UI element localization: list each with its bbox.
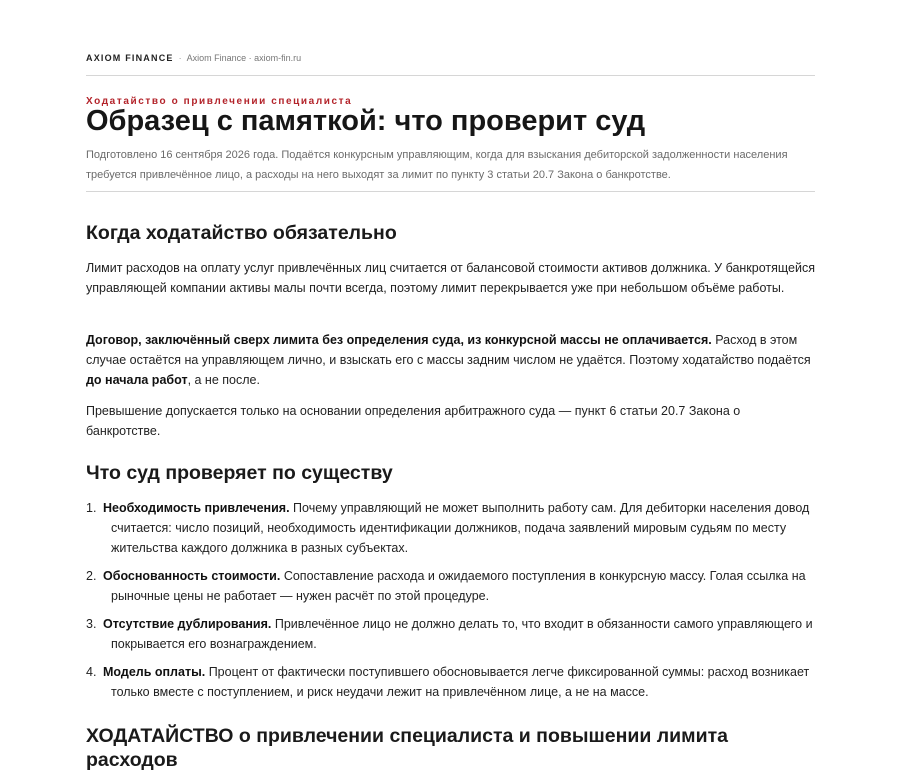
article-eyebrow: Ходатайство о привлечении специалиста bbox=[86, 96, 353, 107]
section-heading-court-checks: Что суд проверяет по существу bbox=[86, 462, 393, 484]
list-item-title: Отсутствие дублирования. bbox=[103, 617, 272, 631]
court-checks-list bbox=[86, 498, 815, 710]
list-item-title: Обоснованность стоимости. bbox=[103, 569, 281, 583]
list-item-text: Процент от фактически поступившего обосновывается легче фиксированной суммы: расход возникает только вместе с поступлением, и риск неудачи лежит на привлечённом лице, а не на массе. bbox=[111, 665, 810, 699]
paragraph-contract-bold: Договор, заключённый сверх лимита без определения суда, из конкурсной массы не оплачивается. bbox=[86, 333, 712, 347]
list-item-number: 3. bbox=[86, 617, 97, 631]
list-item bbox=[86, 614, 815, 654]
site-link[interactable]: Axiom Finance · axiom-fin.ru bbox=[186, 53, 302, 63]
list-item bbox=[86, 498, 815, 558]
paragraph-contract-tail: , а не после. bbox=[187, 373, 260, 387]
list-item-number: 1. bbox=[86, 501, 97, 515]
paragraph-contract bbox=[86, 330, 815, 390]
list-item bbox=[86, 566, 815, 606]
list-item-text: Привлечённое лицо не должно делать то, что входит в обязанности самого управляющего и покрывается его вознаграждением. bbox=[111, 617, 813, 651]
list-item-text: Сопоставление расхода и ожидаемого поступления в конкурсную массу. Голая ссылка на рыночные цены не работает — нужен расчёт по этой процедуре. bbox=[111, 569, 806, 603]
list-item-title: Необходимость привлечения. bbox=[103, 501, 290, 515]
paragraph-limit: Лимит расходов на оплату услуг привлечённых лиц считается от балансовой стоимости активов должника. У банкротящейся управляющей компании активы малы почти всегда, поэтому лимит перекрывается уже при небольшом объёме работы. bbox=[86, 261, 815, 295]
section-heading-petition: ХОДАТАЙСТВО о привлечении специалиста и повышении лимита расходов bbox=[86, 725, 728, 771]
site-header bbox=[86, 53, 815, 76]
page-title: Образец с памяткой: что проверит суд bbox=[86, 105, 646, 137]
list-item-title: Модель оплаты. bbox=[103, 665, 206, 679]
list-item bbox=[86, 662, 815, 702]
paragraph-contract-bold-2: до начала работ bbox=[86, 373, 188, 387]
section-heading-when-required: Когда ходатайство обязательно bbox=[86, 222, 397, 244]
list-item-number: 2. bbox=[86, 569, 97, 583]
list-item-text: Почему управляющий не может выполнить работу сам. Для дебиторки населения довод считается: число позиций, необходимость идентификации должников, подача заявлений мировым судьям по месту жительства каждого должника в разных субъектах. bbox=[111, 501, 810, 555]
paragraph-contract-text: Расход в этом случае остаётся на управляющем лично, и взыскать его с массы задним числом не удаётся. Поэтому ходатайство подаётся bbox=[86, 333, 811, 367]
header-separator: · bbox=[178, 53, 182, 63]
article-lead: Подготовлено 16 сентября 2026 года. Подаётся конкурсным управляющим, когда для взыскания дебиторской задолженности населения требуется привлечённое лицо, а расходы на него выходят за лимит по пункту 3 статьи 20.7 Закона о банкротстве. bbox=[86, 145, 815, 192]
list-item-number: 4. bbox=[86, 665, 97, 679]
brand-logo[interactable]: AXIOM FINANCE bbox=[86, 53, 174, 63]
paragraph-excess: Превышение допускается только на основании определения арбитражного суда — пункт 6 статьи 20.7 Закона о банкротстве. bbox=[86, 404, 741, 438]
